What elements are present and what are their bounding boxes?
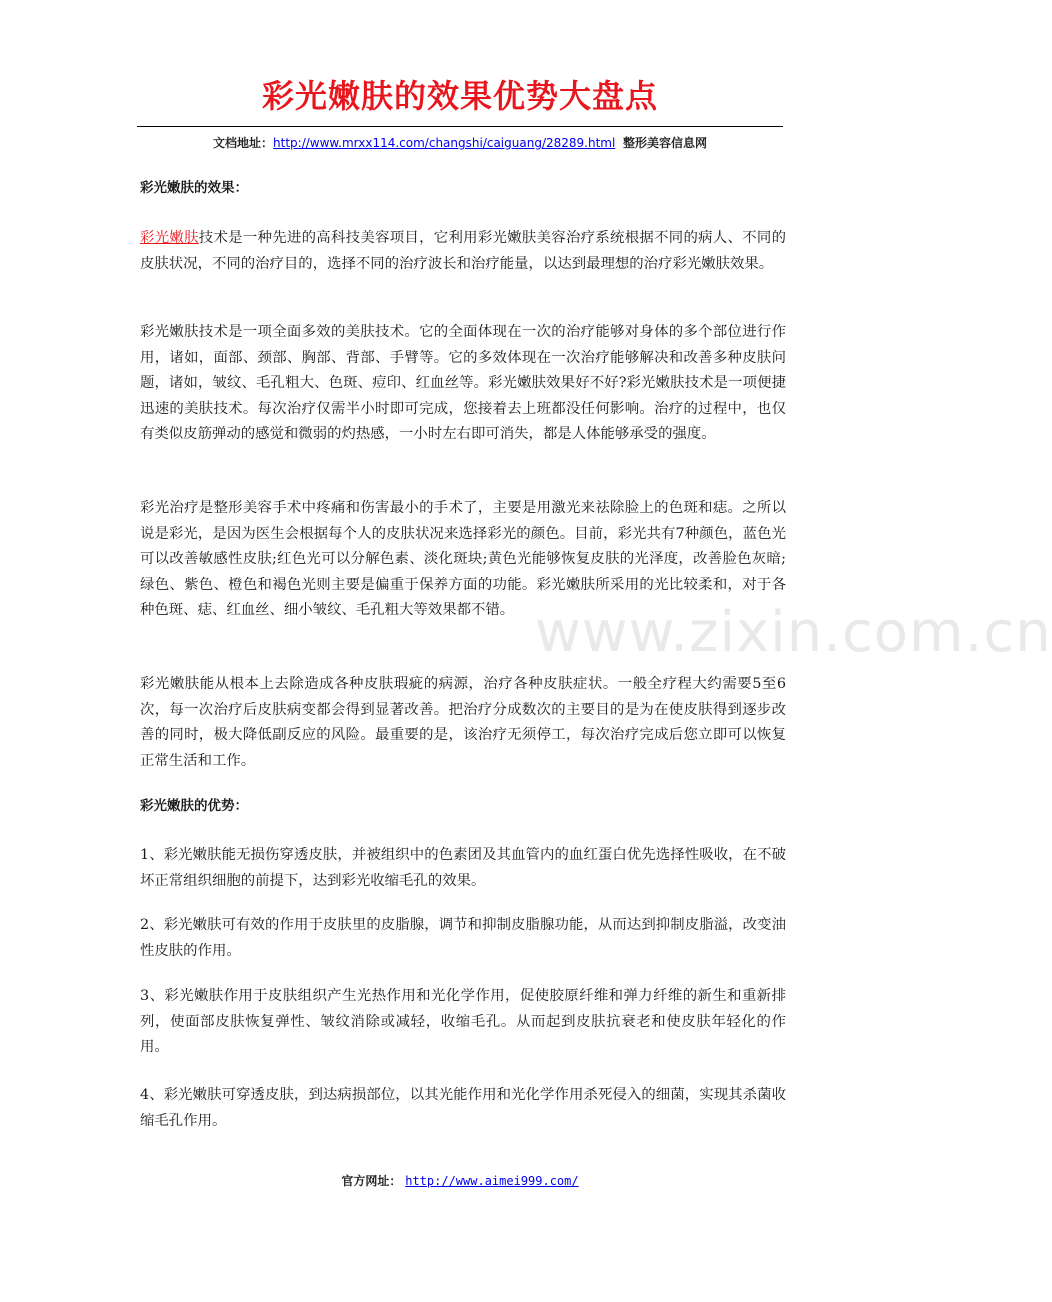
section-heading-effects: 彩光嫩肤的效果：	[140, 180, 248, 196]
source-label: 文档地址：	[213, 136, 274, 150]
paragraph: 彩光嫩肤能从根本上去除造成各种皮肤瑕疵的病源，治疗各种皮肤症状。一般全疗程大约需要5至6次，每一次治疗后皮肤病变都会得到显著改善。把治疗分成数次的主要目的是为在使皮肤得到逐步改善的同时，极大降低副反应的风险。最重要的是，该治疗无须停工，每次治疗完成后您立即可以恢复正常生活和工作。	[140, 676, 786, 769]
footer	[0, 1171, 920, 1191]
paragraph	[140, 226, 786, 277]
list-item: 1、彩光嫩肤能无损伤穿透皮肤，并被组织中的色素团及其血管内的血红蛋白优先选择性吸收，在不破坏正常组织细胞的前提下，达到彩光收缩毛孔的效果。	[140, 847, 786, 889]
keyword-link[interactable]: 彩光嫩肤	[140, 230, 199, 246]
source-link[interactable]: http://www.mrxx114.com/changshi/caiguang/28289.html	[273, 136, 616, 150]
paragraph: 彩光治疗是整形美容手术中疼痛和伤害最小的手术了，主要是用激光来祛除脸上的色斑和痣。之所以说是彩光，是因为医生会根据每个人的皮肤状况来选择彩光的颜色。目前，彩光共有7种颜色，蓝色光可以改善敏感性皮肤;红色光可以分解色素、淡化斑块;黄色光能够恢复皮肤的光泽度，改善脸色灰暗;绿色、紫色、橙色和褐色光则主要是偏重于保养方面的功能。彩光嫩肤所采用的光比较柔和，对于各种色斑、痣、红血丝、细小皱纹、毛孔粗大等效果都不错。	[140, 500, 786, 618]
paragraph: 彩光嫩肤技术是一项全面多效的美肤技术。它的全面体现在一次的治疗能够对身体的多个部位进行作用，诸如，面部、颈部、胸部、背部、手臂等。它的多效体现在一次治疗能够解决和改善多种皮肤问题，诸如，皱纹、毛孔粗大、色斑、痘印、红血丝等。彩光嫩肤效果好不好?彩光嫩肤技术是一项便捷迅速的美肤技术。每次治疗仅需半小时即可完成，您接着去上班都没任何影响。治疗的过程中，也仅有类似皮筋弹动的感觉和微弱的灼热感，一小时左右即可消失，都是人体能够承受的强度。	[140, 324, 786, 442]
title-divider	[137, 126, 783, 127]
page-title: 彩光嫩肤的效果优势大盘点	[261, 77, 658, 115]
footer-link[interactable]: http://www.aimei999.com/	[405, 1174, 579, 1188]
list-item: 4、彩光嫩肤可穿透皮肤，到达病损部位，以其光能作用和光化学作用杀死侵入的细菌，实现其杀菌收缩毛孔作用。	[140, 1087, 786, 1129]
source-line	[0, 133, 920, 153]
source-site-name: 整形美容信息网	[622, 136, 707, 150]
paragraph-text: 技术是一种先进的高科技美容项目，它利用彩光嫩肤美容治疗系统根据不同的病人、不同的皮肤状况，不同的治疗目的，选择不同的治疗波长和治疗能量，以达到最理想的治疗彩光嫩肤效果。	[140, 230, 786, 272]
list-item: 3、彩光嫩肤作用于皮肤组织产生光热作用和光化学作用，促使胶原纤维和弹力纤维的新生和重新排列，使面部皮肤恢复弹性、皱纹消除或减轻，收缩毛孔。从而起到皮肤抗衰老和使皮肤年轻化的作用。	[140, 988, 786, 1055]
list-item: 2、彩光嫩肤可有效的作用于皮肤里的皮脂腺，调节和抑制皮脂腺功能，从而达到抑制皮脂溢，改变油性皮肤的作用。	[140, 917, 786, 959]
footer-label: 官方网址：	[341, 1174, 402, 1188]
section-heading-advantages: 彩光嫩肤的优势：	[140, 798, 248, 814]
watermark: www.zixin.com.cn	[535, 600, 1052, 665]
